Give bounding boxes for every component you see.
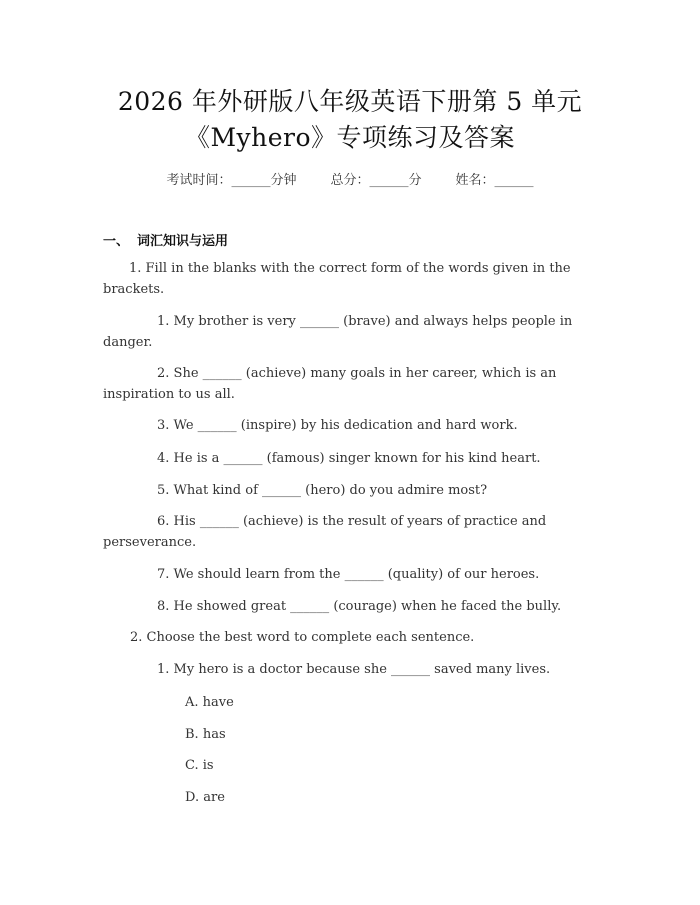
exam-time: 考试时间：______分钟 <box>166 173 297 188</box>
answer-option-a: A. have <box>185 695 234 710</box>
section-heading <box>103 230 228 249</box>
question-1-instruction: 1. Fill in the blanks with the correct form of the words given in the brackets. <box>103 261 571 297</box>
answer-option-b: B. has <box>185 727 226 742</box>
question-1-item: 2. She ______ (achieve) many goals in her career, which is an inspiration to us all. <box>103 366 557 402</box>
question-1-item: 1. My brother is very ______ (brave) and always helps people in danger. <box>103 314 573 350</box>
section-title: 词汇知识与运用 <box>137 234 229 249</box>
document-title-line-2: 《Myhero》专项练习及答案 <box>184 123 516 152</box>
student-name: 姓名：______ <box>455 173 534 188</box>
question-1-item: 5. What kind of ______ (hero) do you admire most? <box>157 483 488 498</box>
exam-score: 总分：______分 <box>330 173 422 188</box>
question-1-item: 6. His ______ (achieve) is the result of years of practice and perseverance. <box>103 514 547 550</box>
exam-meta <box>0 169 700 188</box>
question-1-item: 3. We ______ (inspire) by his dedication and hard work. <box>157 418 518 433</box>
document-title-line-1: 2026 年外研版八年级英语下册第 5 单元 <box>117 87 583 116</box>
question-1-item: 4. He is a ______ (famous) singer known for his kind heart. <box>157 451 541 466</box>
section-number: 一、 <box>103 234 130 249</box>
answer-option-c: C. is <box>185 758 214 773</box>
question-1-item: 7. We should learn from the ______ (quality) of our heroes. <box>157 567 540 582</box>
question-1-item: 8. He showed great ______ (courage) when he faced the bully. <box>157 599 562 614</box>
answer-option-d: D. are <box>185 790 225 805</box>
question-2-instruction: 2. Choose the best word to complete each sentence. <box>130 630 475 645</box>
question-2-item: 1. My hero is a doctor because she ______ saved many lives. <box>157 662 551 677</box>
